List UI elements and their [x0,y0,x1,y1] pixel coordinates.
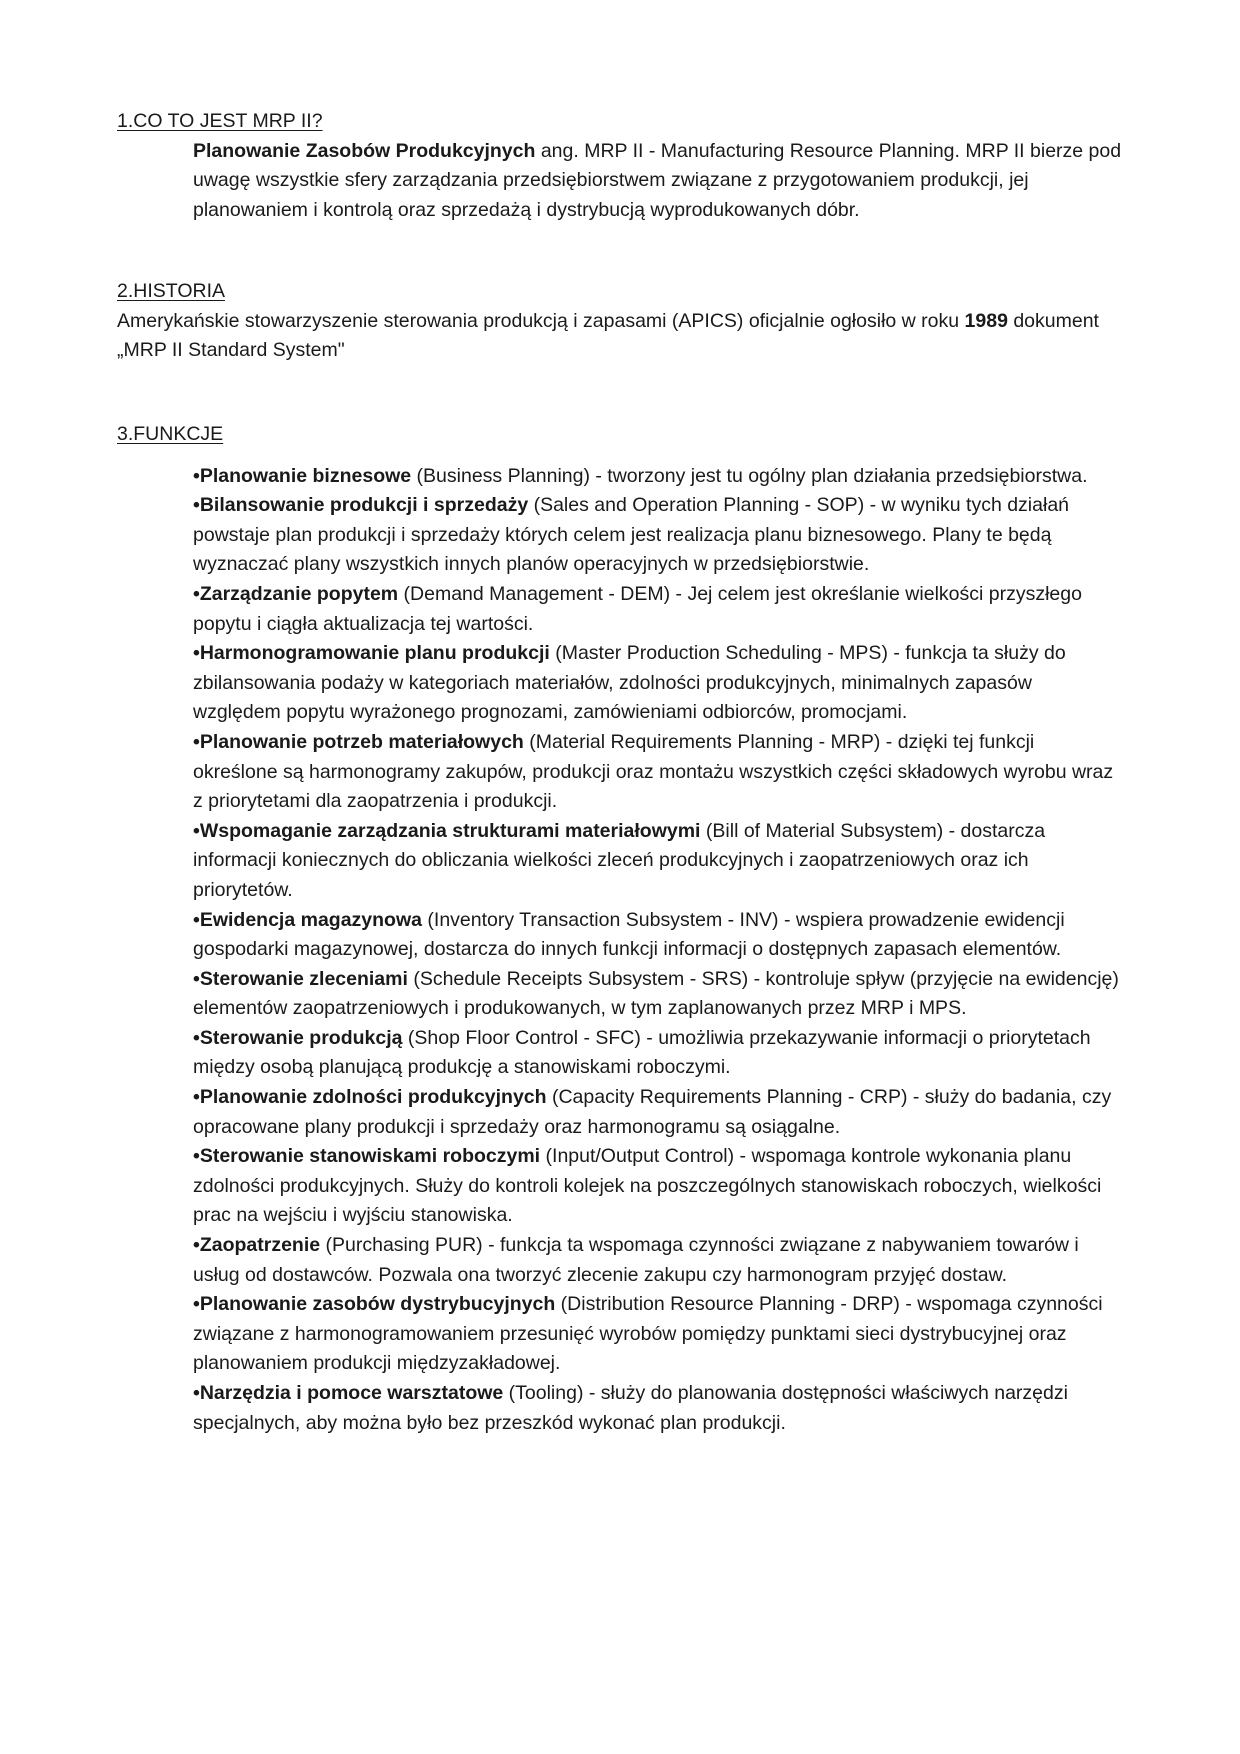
bullet-icon: • [193,1382,200,1404]
function-name: Bilansowanie produkcji i sprzedaży [199,494,529,517]
definition-paragraph [117,137,1123,226]
function-description: (Master Production Scheduling - MPS) - funkcja ta służy do zbilansowania podaży w kategoriach materiałów, zdolności produkcyjnych, minimalnych zapasów względem popytu wyrażonego prognozami, zamówieniami odbiorców, promocjami. [193,642,1066,724]
function-list-item [193,906,1123,965]
function-description: (Distribution Resource Planning - DRP) - wspomaga czynności związane z harmonogramowaniem przesunięć wyrobów pomiędzy punktami sieci dystrybucyjnej oraz planowaniem produkcji międzyzakładowej. [193,1293,1103,1375]
function-description: (Schedule Receipts Subsystem - SRS) - kontroluje spływ (przyjęcie na ewidencję) elementów zaopatrzeniowych i produkowanych, w tym zaplanowanych przez MRP i MPS. [193,967,1119,1020]
bullet-icon: • [193,642,200,665]
function-description: (Material Requirements Planning - MRP) - dzięki tej funkcji określone są harmonogramy zakupów, produkcji oraz montażu wszystkich części składowych wyrobu wraz z priorytetami dla zaopatrzenia i produkcji. [193,730,1114,813]
section-history [117,277,1123,366]
function-name: Sterowanie zleceniami [199,967,408,990]
function-name: Narzędzia i pomoce warsztatowe [199,1382,504,1404]
bullet-icon: • [193,967,200,990]
function-list-item [193,491,1123,580]
bullet-icon: • [193,1293,200,1316]
function-name: Zaopatrzenie [199,1234,321,1257]
function-name: Sterowanie stanowiskami roboczymi [199,1145,541,1168]
function-name: Wspomaganie zarządzania strukturami materiałowymi [199,819,701,842]
section-functions [117,420,1123,1438]
bullet-icon: • [193,908,200,931]
function-description: (Purchasing PUR) - funkcja ta wspomaga czynności związane z nabywaniem towarów i usług od dostawców. Pozwala ona tworzyć zlecenie zakupu czy harmonogram przyjęć dostaw. [193,1234,1079,1286]
history-year: 1989 [964,309,1008,332]
function-name: Planowanie zdolności produkcyjnych [199,1086,547,1109]
function-description: (Inventory Transaction Subsystem - INV) - wspiera prowadzenie ewidencji gospodarki magazynowej, dostarcza do innych funkcji informacji o dostępnych zapasach elementów. [193,908,1065,961]
function-description: (Shop Floor Control - SFC) - umożliwia przekazywanie informacji o priorytetach między osobą planującą produkcję a stanowiskami roboczymi. [193,1026,1091,1079]
function-list-item [193,817,1123,906]
bullet-icon: • [193,1234,200,1257]
bullet-icon: • [193,494,200,517]
bullet-icon: • [193,1145,200,1168]
definition-text: ang. MRP II - Manufacturing Resource Planning. MRP II bierze pod uwagę wszystkie sfery zarządzania przedsiębiorstwem związane z przygotowaniem produkcji, jej planowaniem i kontrolą oraz sprzedażą i dystrybucją wyprodukowanych dóbr. [193,139,1122,221]
function-name: Harmonogramowanie planu produkcji [199,642,550,665]
function-list-item [193,1142,1123,1231]
function-list-item [193,965,1123,1024]
bullet-icon: • [193,730,200,753]
function-name: Zarządzanie popytem [199,582,399,605]
bullet-icon: • [193,1086,200,1109]
function-description: (Sales and Operation Planning - SOP) - w wyniku tych działań powstaje plan produkcji i sprzedaży których celem jest realizacja planu biznesowego. Plany te będą wyznaczać plany wszystkich innych planów operacyjnych w przedsiębiorstwie. [193,494,1070,576]
function-list-item [193,462,1123,492]
function-description: (Demand Management - DEM) - Jej celem jest określanie wielkości przyszłego popytu i ciągła aktualizacja tej wartości. [193,582,1082,635]
section-heading: 2.HISTORIA [117,280,226,302]
function-list-item [193,728,1123,817]
history-paragraph [117,307,1123,366]
function-list-item [193,1379,1123,1438]
function-name: Ewidencja magazynowa [199,908,422,931]
bullet-icon: • [193,464,200,487]
section-what-is-mrp [117,107,1123,225]
function-name: Planowanie biznesowe [199,464,412,487]
section-heading: 3.FUNKCJE [117,423,224,445]
function-list-item [193,580,1123,639]
bullet-icon: • [193,819,200,842]
definition-term: Planowanie Zasobów Produkcyjnych [193,139,536,162]
function-list-item [193,1083,1123,1142]
function-description: (Business Planning) - tworzony jest tu ogólny plan działania przedsiębiorstwa. [411,464,1088,487]
function-name: Planowanie zasobów dystrybucyjnych [199,1293,556,1316]
function-description: (Input/Output Control) - wspomaga kontrole wykonania planu zdolności produkcyjnych. Służy do kontroli kolejek na poszczególnych stanowiskach roboczych, wielkości prac na wejściu i wyjściu stanowiska. [193,1145,1102,1227]
function-description: (Tooling) - służy do planowania dostępności właściwych narzędzi specjalnych, aby można było bez przeszkód wykonać plan produkcji. [193,1382,1068,1434]
section-heading: 1.CO TO JEST MRP II? [117,110,323,132]
bullet-icon: • [193,1026,200,1049]
history-text: Amerykańskie stowarzyszenie sterowania produkcją i zapasami (APICS) oficjalnie ogłosiło w roku [117,309,965,332]
function-list-item [193,1024,1123,1083]
function-description: (Bill of Material Subsystem) - dostarcza informacji koniecznych do obliczania wielkości zleceń produkcyjnych i zaopatrzeniowych oraz ich priorytetów. [193,819,1046,901]
function-name: Planowanie potrzeb materiałowych [199,730,524,753]
bullet-icon: • [193,582,200,605]
function-name: Sterowanie produkcją [199,1026,403,1049]
function-description: (Capacity Requirements Planning - CRP) - służy do badania, czy opracowane plany produkcji i sprzedaży oraz harmonogramu są osiągalne. [193,1086,1112,1138]
function-list-item [193,639,1123,728]
function-list-item [193,1231,1123,1290]
functions-list [117,462,1123,1439]
history-text-end: dokument „MRP II Standard System" [117,309,1099,362]
function-list-item [193,1290,1123,1379]
